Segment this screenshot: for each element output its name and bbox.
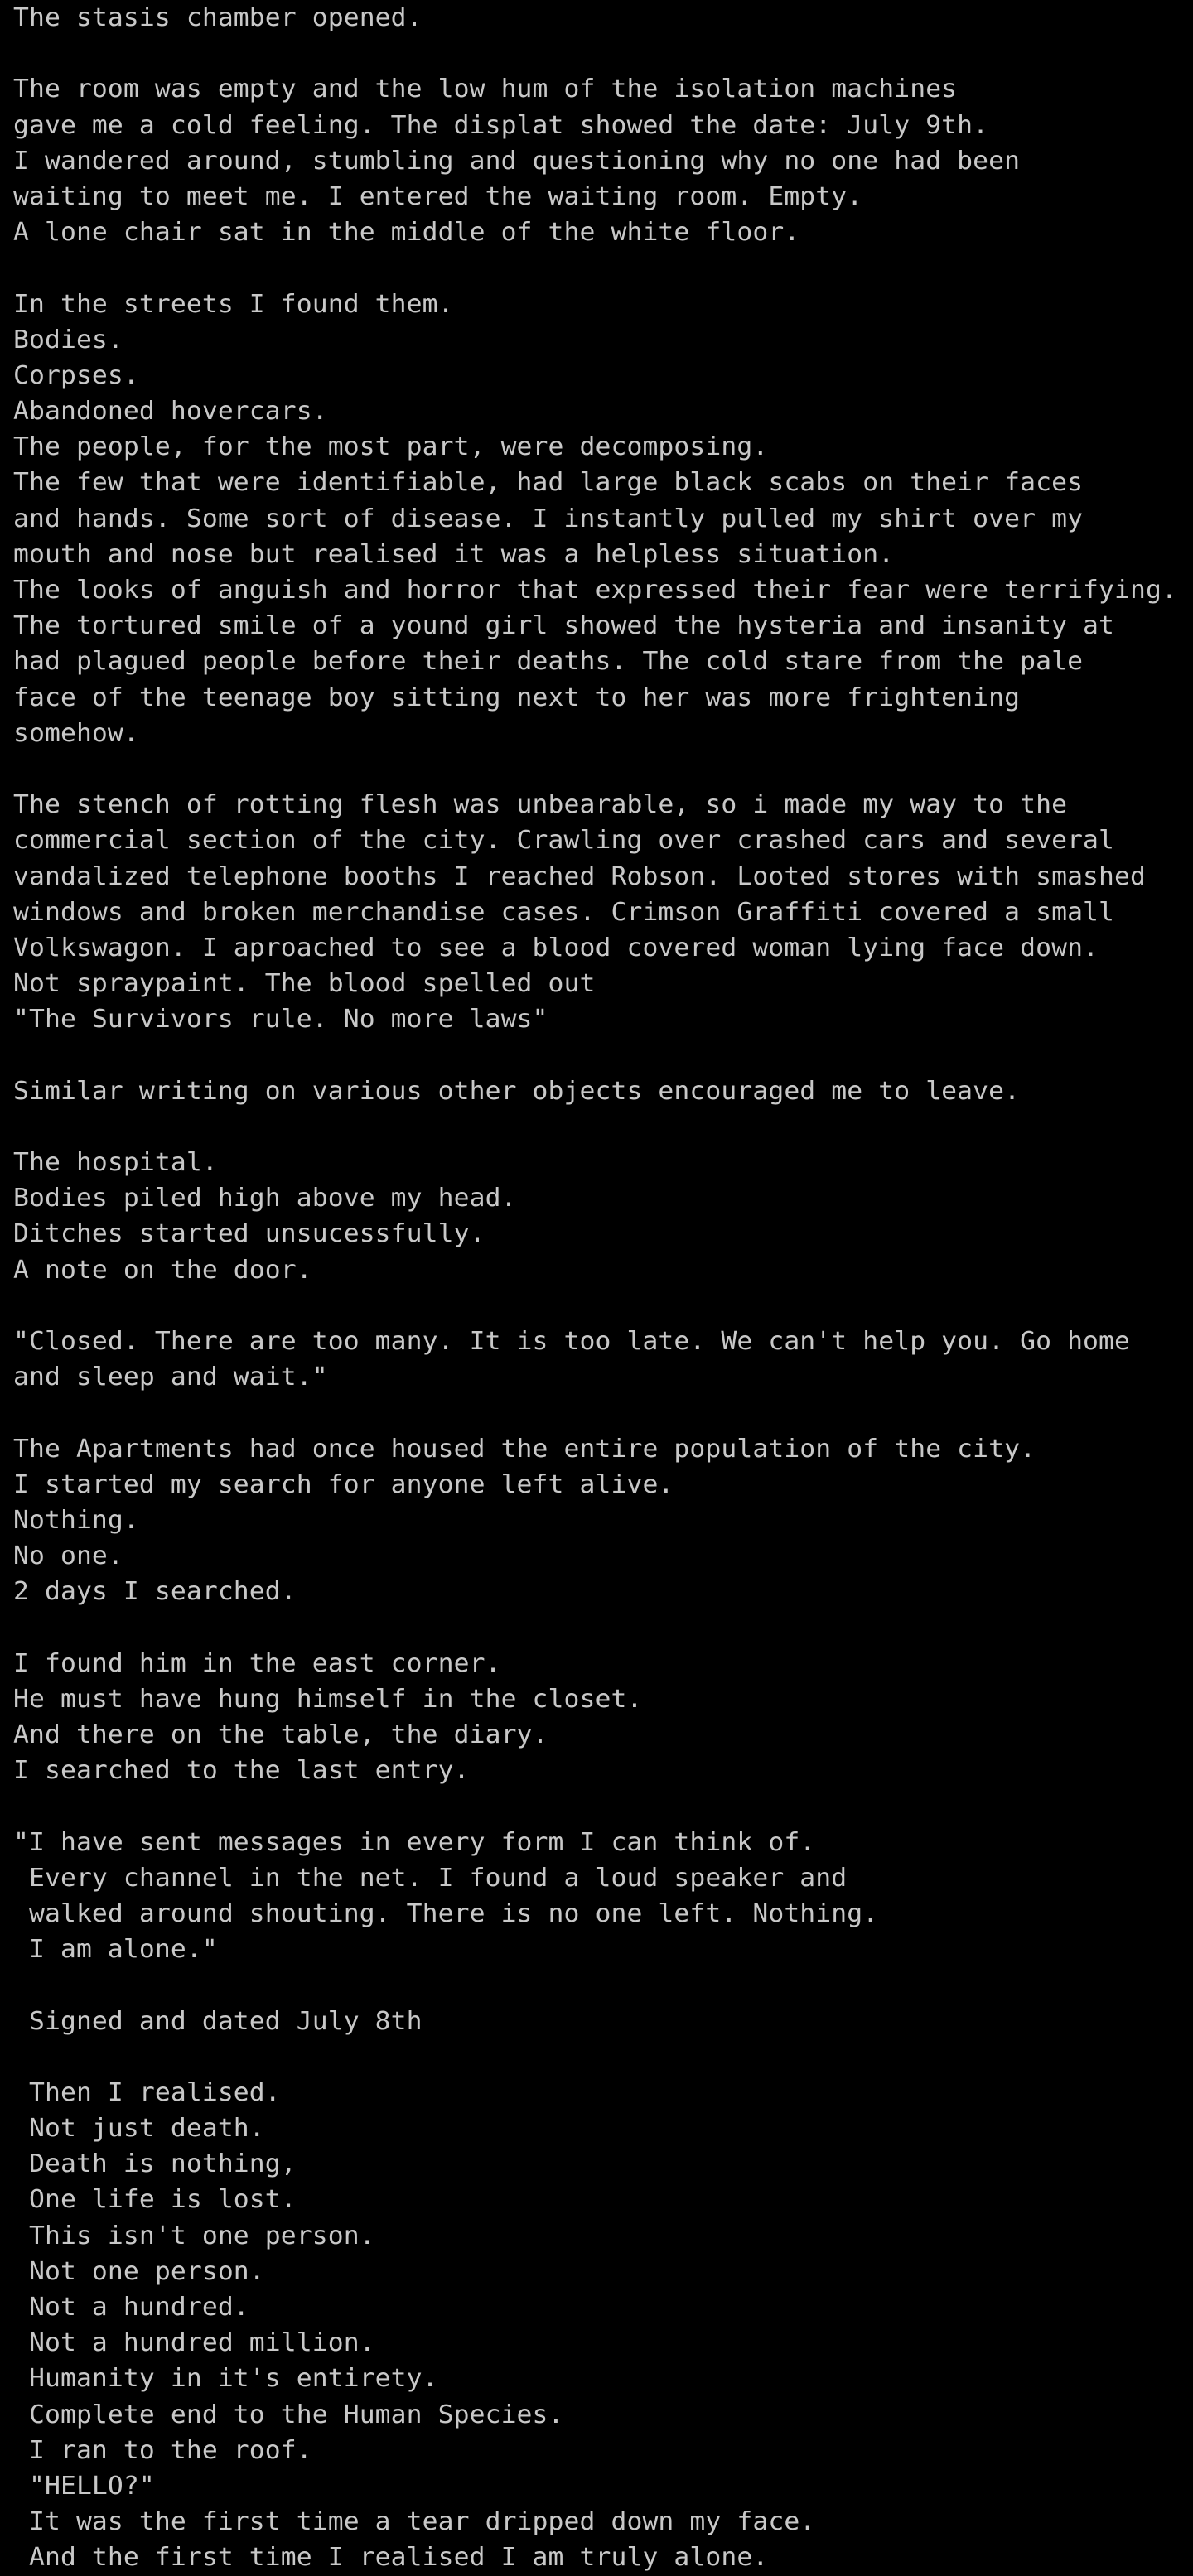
text-line: Complete end to the Human Species. (13, 2400, 564, 2429)
text-line: face of the teenage boy sitting next to her was more frightening (13, 683, 1021, 712)
blank-line (13, 751, 1193, 787)
text-line: Abandoned hovercars. (13, 397, 328, 427)
text-line: "HELLO?" (13, 2471, 155, 2501)
text-line: The people, for the most part, were decomposing. (13, 432, 769, 462)
text-line: One life is lost. (13, 2185, 297, 2215)
text-line: walked around shouting. There is no one left. Nothing. (13, 1898, 879, 1928)
text-line: had plagued people before their deaths. The cold stare from the pale (13, 647, 1084, 677)
text-line: Ditches started unsucessfully. (13, 1219, 485, 1249)
blank-line (13, 1037, 1193, 1073)
blank-line (13, 250, 1193, 286)
text-line: The stasis chamber opened. (13, 3, 423, 32)
text-line: "The Survivors rule. No more laws" (13, 1005, 548, 1035)
text-line: Humanity in it's entirety. (13, 2364, 438, 2394)
text-line: I ran to the roof. (13, 2435, 312, 2465)
blank-line (13, 1788, 1193, 1824)
text-line: gave me a cold feeling. The displat showed the date: July 9th. (13, 110, 989, 140)
text-line: And there on the table, the diary. (13, 1720, 548, 1749)
blank-line (13, 1609, 1193, 1645)
text-line: vandalized telephone booths I reached Robson. Looted stores with smashed (13, 861, 1147, 891)
text-line: Death is nothing, (13, 2149, 297, 2179)
text-line: somehow. (13, 718, 139, 748)
text-line: windows and broken merchandise cases. Crimson Graffiti covered a small (13, 897, 1115, 927)
text-line: And the first time I realised I am truly alone. (13, 2543, 769, 2573)
text-line: and sleep and wait." (13, 1363, 328, 1392)
blank-line (13, 1288, 1193, 1324)
text-line: The stench of rotting flesh was unbearable, so i made my way to the (13, 790, 1068, 820)
text-line: Volkswagon. I aproached to see a blood covered woman lying face down. (13, 933, 1099, 962)
text-line: Corpses. (13, 360, 139, 390)
text-line: I found him in the east corner. (13, 1648, 501, 1678)
text-line: Bodies piled high above my head. (13, 1184, 517, 1213)
text-line: A lone chair sat in the middle of the white floor. (13, 218, 800, 248)
text-line: This isn't one person. (13, 2221, 375, 2250)
text-line: The few that were identifiable, had large black scabs on their faces (13, 468, 1084, 498)
blank-line (13, 1395, 1193, 1430)
text-line: No one. (13, 1541, 123, 1571)
text-line: Signed and dated July 8th (13, 2006, 423, 2036)
text-line: Not just death. (13, 2114, 265, 2144)
text-line: Bodies. (13, 325, 123, 355)
text-line: and hands. Some sort of disease. I instantly pulled my shirt over my (13, 504, 1084, 533)
text-line: Then I realised. (13, 2077, 281, 2107)
text-line: Nothing. (13, 1505, 139, 1535)
text-line: Not a hundred million. (13, 2328, 375, 2358)
text-line: "I have sent messages in every form I can think of. (13, 1827, 816, 1857)
text-line: I am alone." (13, 1935, 218, 1965)
text-line: I searched to the last entry. (13, 1756, 470, 1786)
text-line: waiting to meet me. I entered the waiting room. Empty. (13, 181, 863, 211)
blank-line (13, 1967, 1193, 2003)
text-line: The room was empty and the low hum of the isolation machines (13, 75, 958, 104)
blank-line (13, 36, 1193, 71)
text-line: The tortured smile of a yound girl showed the hysteria and insanity at (13, 611, 1115, 641)
text-line: A note on the door. (13, 1255, 312, 1285)
blank-line (13, 1109, 1193, 1145)
text-line: He must have hung himself in the closet. (13, 1684, 643, 1714)
text-line: I wandered around, stumbling and questioning why no one had been (13, 146, 1021, 176)
text-line: Not a hundred. (13, 2293, 249, 2322)
text-line: Not spraypaint. The blood spelled out (13, 969, 596, 999)
text-line: The hospital. (13, 1148, 218, 1177)
text-line: It was the first time a tear dripped down my face. (13, 2507, 816, 2537)
terminal-text-block (13, 0, 1181, 2576)
text-line: The looks of anguish and horror that expressed their fear were terrifying. (13, 576, 1177, 605)
text-line: In the streets I found them. (13, 289, 454, 319)
text-line: Not one person. (13, 2256, 265, 2286)
text-line: commercial section of the city. Crawling over crashed cars and several (13, 826, 1115, 856)
text-line: The Apartments had once housed the entire population of the city. (13, 1434, 1036, 1464)
text-line: Every channel in the net. I found a loud speaker and (13, 1863, 848, 1893)
text-line: Similar writing on various other objects encouraged me to leave. (13, 1076, 1021, 1106)
blank-line (13, 2039, 1193, 2075)
text-line: "Closed. There are too many. It is too late. We can't help you. Go home (13, 1326, 1131, 1356)
text-line: mouth and nose but realised it was a helpless situation. (13, 539, 895, 569)
text-line: 2 days I searched. (13, 1577, 297, 1607)
text-line: I started my search for anyone left alive. (13, 1469, 674, 1499)
